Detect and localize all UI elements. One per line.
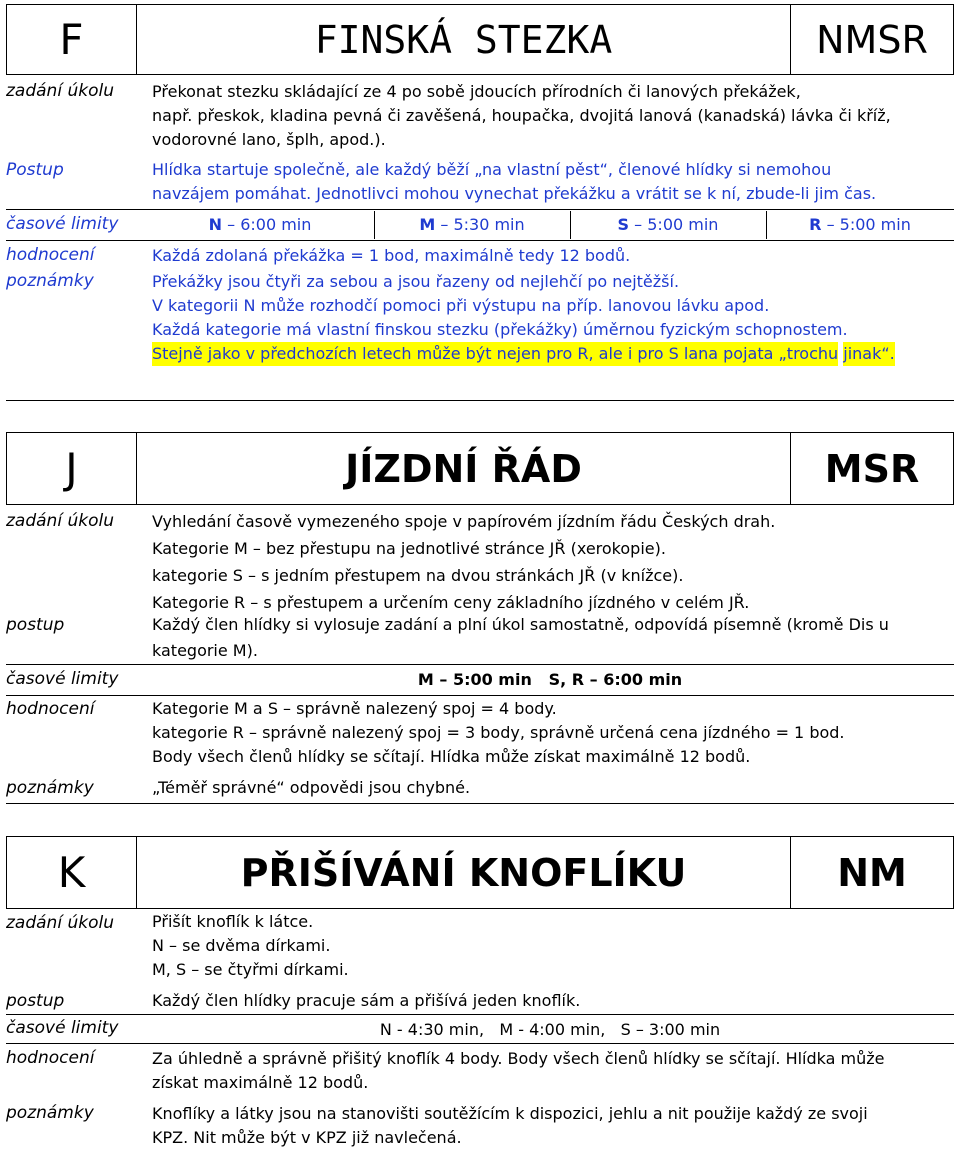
text-line: V kategorii N může rozhodčí pomoci při výstupu na příp. lanovou lávku apod. bbox=[152, 296, 770, 315]
section-code: NM bbox=[791, 837, 954, 909]
label-limity: časové limity bbox=[6, 669, 119, 689]
text-line: získat maximálně 12 bodů. bbox=[152, 1073, 369, 1092]
text-line: kategorie S – s jedním přestupem na dvou stránkách JŘ (v knížce). bbox=[152, 566, 684, 585]
highlighted-line: Stejně jako v předchozích letech může být nejen pro R, ale i pro S lana pojata „trochu bbox=[152, 342, 838, 366]
text-line: Přišít knoflík k látce. bbox=[152, 912, 314, 931]
limits-row bbox=[146, 211, 954, 239]
text-line: „Téměř správné“ odpovědi jsou chybné. bbox=[152, 778, 471, 797]
label-poznamky: poznámky bbox=[6, 271, 94, 291]
label-hodnoceni: hodnocení bbox=[6, 245, 95, 265]
label-hodnoceni: hodnocení bbox=[6, 699, 95, 719]
label-poznamky: poznámky bbox=[6, 778, 94, 798]
label-limity: časové limity bbox=[6, 214, 119, 234]
label-poznamky: poznámky bbox=[6, 1103, 94, 1123]
text-line: Vyhledání časově vymezeného spoje v papírovém jízdním řádu Českých drah. bbox=[152, 512, 776, 531]
section-header bbox=[6, 836, 954, 909]
highlighted-line: jinak“. bbox=[843, 342, 894, 366]
postup-text bbox=[152, 989, 932, 1013]
text-line: Kategorie R – s přestupem a určením ceny základního jízdného v celém JŘ. bbox=[152, 593, 750, 612]
divider bbox=[6, 803, 954, 804]
section-code: MSR bbox=[791, 433, 954, 505]
poznamky-text bbox=[152, 270, 932, 366]
section-header bbox=[6, 432, 954, 505]
section-header bbox=[6, 4, 954, 75]
zadani-text bbox=[152, 910, 932, 982]
text-line: kategorie R – správně nalezený spoj = 3 body, správně určená cena jízdného = 1 bod. bbox=[152, 723, 845, 742]
divider bbox=[6, 209, 954, 210]
text-line: N – se dvěma dírkami. bbox=[152, 936, 331, 955]
text-line: Každá kategorie má vlastní finskou stezku (překážky) úměrnou fyzickým schopnostem. bbox=[152, 320, 848, 339]
limit-cell: S – 5:00 min bbox=[617, 215, 719, 234]
text-line: Knoflíky a látky jsou na stanovišti soutěžícím k dispozici, jehlu a nit použije každý ze svoji bbox=[152, 1104, 868, 1123]
divider bbox=[6, 400, 954, 401]
postup-text bbox=[152, 158, 932, 206]
hodnoceni-text bbox=[152, 697, 932, 769]
poznamky-text bbox=[152, 776, 932, 800]
text-line: Za úhledně a správně přišitý knoflík 4 body. Body všech členů hlídky se sčítají. Hlídka může bbox=[152, 1049, 885, 1068]
section-title: FINSKÁ STEZKA bbox=[137, 5, 791, 75]
text-line: Každá zdolaná překážka = 1 bod, maximálně tedy 12 bodů. bbox=[152, 246, 631, 265]
divider bbox=[6, 695, 954, 696]
text-line: Překonat stezku skládající ze 4 po sobě jdoucích přírodních či lanových překážek, bbox=[152, 82, 801, 101]
text-line: vodorovné lano, šplh, apod.). bbox=[152, 130, 386, 149]
label-zadani: zadání úkolu bbox=[6, 511, 114, 531]
text-line: Každý člen hlídky pracuje sám a přišívá jeden knoflík. bbox=[152, 991, 581, 1010]
section-letter: K bbox=[7, 837, 137, 909]
text-line: Každý člen hlídky si vylosuje zadání a plní úkol samostatně, odpovídá písemně (kromě Dis u bbox=[152, 615, 889, 634]
label-limity: časové limity bbox=[6, 1018, 119, 1038]
limit-cell: R – 5:00 min bbox=[809, 215, 911, 234]
divider bbox=[6, 240, 954, 241]
section-code: NMSR bbox=[791, 5, 954, 75]
text-line: KPZ. Nit může být v KPZ již navlečená. bbox=[152, 1128, 462, 1147]
limits-row: N - 4:30 min, M - 4:00 min, S – 3:00 min bbox=[379, 1020, 721, 1039]
postup-text bbox=[152, 612, 932, 664]
section-title: PŘIŠÍVÁNÍ KNOFLÍKU bbox=[137, 837, 791, 909]
poznamky-text bbox=[152, 1102, 932, 1150]
hodnoceni-text bbox=[152, 244, 932, 268]
text-line: Body všech členů hlídky se sčítají. Hlídka může získat maximálně 12 bodů. bbox=[152, 747, 751, 766]
section-letter: J bbox=[7, 433, 137, 505]
text-line: např. přeskok, kladina pevná či zavěšená, houpačka, dvojitá lanová (kanadská) lávka či kříž, bbox=[152, 106, 891, 125]
label-postup: postup bbox=[6, 991, 65, 1011]
hodnoceni-text bbox=[152, 1047, 932, 1095]
label-hodnoceni: hodnocení bbox=[6, 1048, 95, 1068]
label-zadani: zadání úkolu bbox=[6, 81, 114, 101]
limit-cell: M – 5:30 min bbox=[419, 215, 525, 234]
text-line: navzájem pomáhat. Jednotlivci mohou vynechat překážku a vrátit se k ní, zbude-li jim čas. bbox=[152, 184, 877, 203]
zadani-text bbox=[152, 508, 932, 616]
divider bbox=[6, 1014, 954, 1015]
label-postup: postup bbox=[6, 615, 65, 635]
text-line: Překážky jsou čtyři za sebou a jsou řazeny od nejlehčí po nejtěžší. bbox=[152, 272, 680, 291]
label-zadani: zadání úkolu bbox=[6, 913, 114, 933]
text-line: kategorie M). bbox=[152, 641, 258, 660]
limits-row: M – 5:00 min S, R – 6:00 min bbox=[417, 670, 683, 689]
divider bbox=[6, 1043, 954, 1044]
text-line: Kategorie M a S – správně nalezený spoj = 4 body. bbox=[152, 699, 557, 718]
text-line: M, S – se čtyřmi dírkami. bbox=[152, 960, 349, 979]
limit-cell: N – 6:00 min bbox=[208, 215, 312, 234]
section-letter: F bbox=[7, 5, 137, 75]
divider bbox=[6, 664, 954, 665]
section-title: JÍZDNÍ ŘÁD bbox=[137, 433, 791, 505]
label-postup: Postup bbox=[6, 160, 64, 180]
text-line: Kategorie M – bez přestupu na jednotlivé stránce JŘ (xerokopie). bbox=[152, 539, 666, 558]
zadani-text bbox=[152, 80, 932, 152]
text-line: Hlídka startuje společně, ale každý běží „na vlastní pěst“, členové hlídky si nemohou bbox=[152, 160, 832, 179]
